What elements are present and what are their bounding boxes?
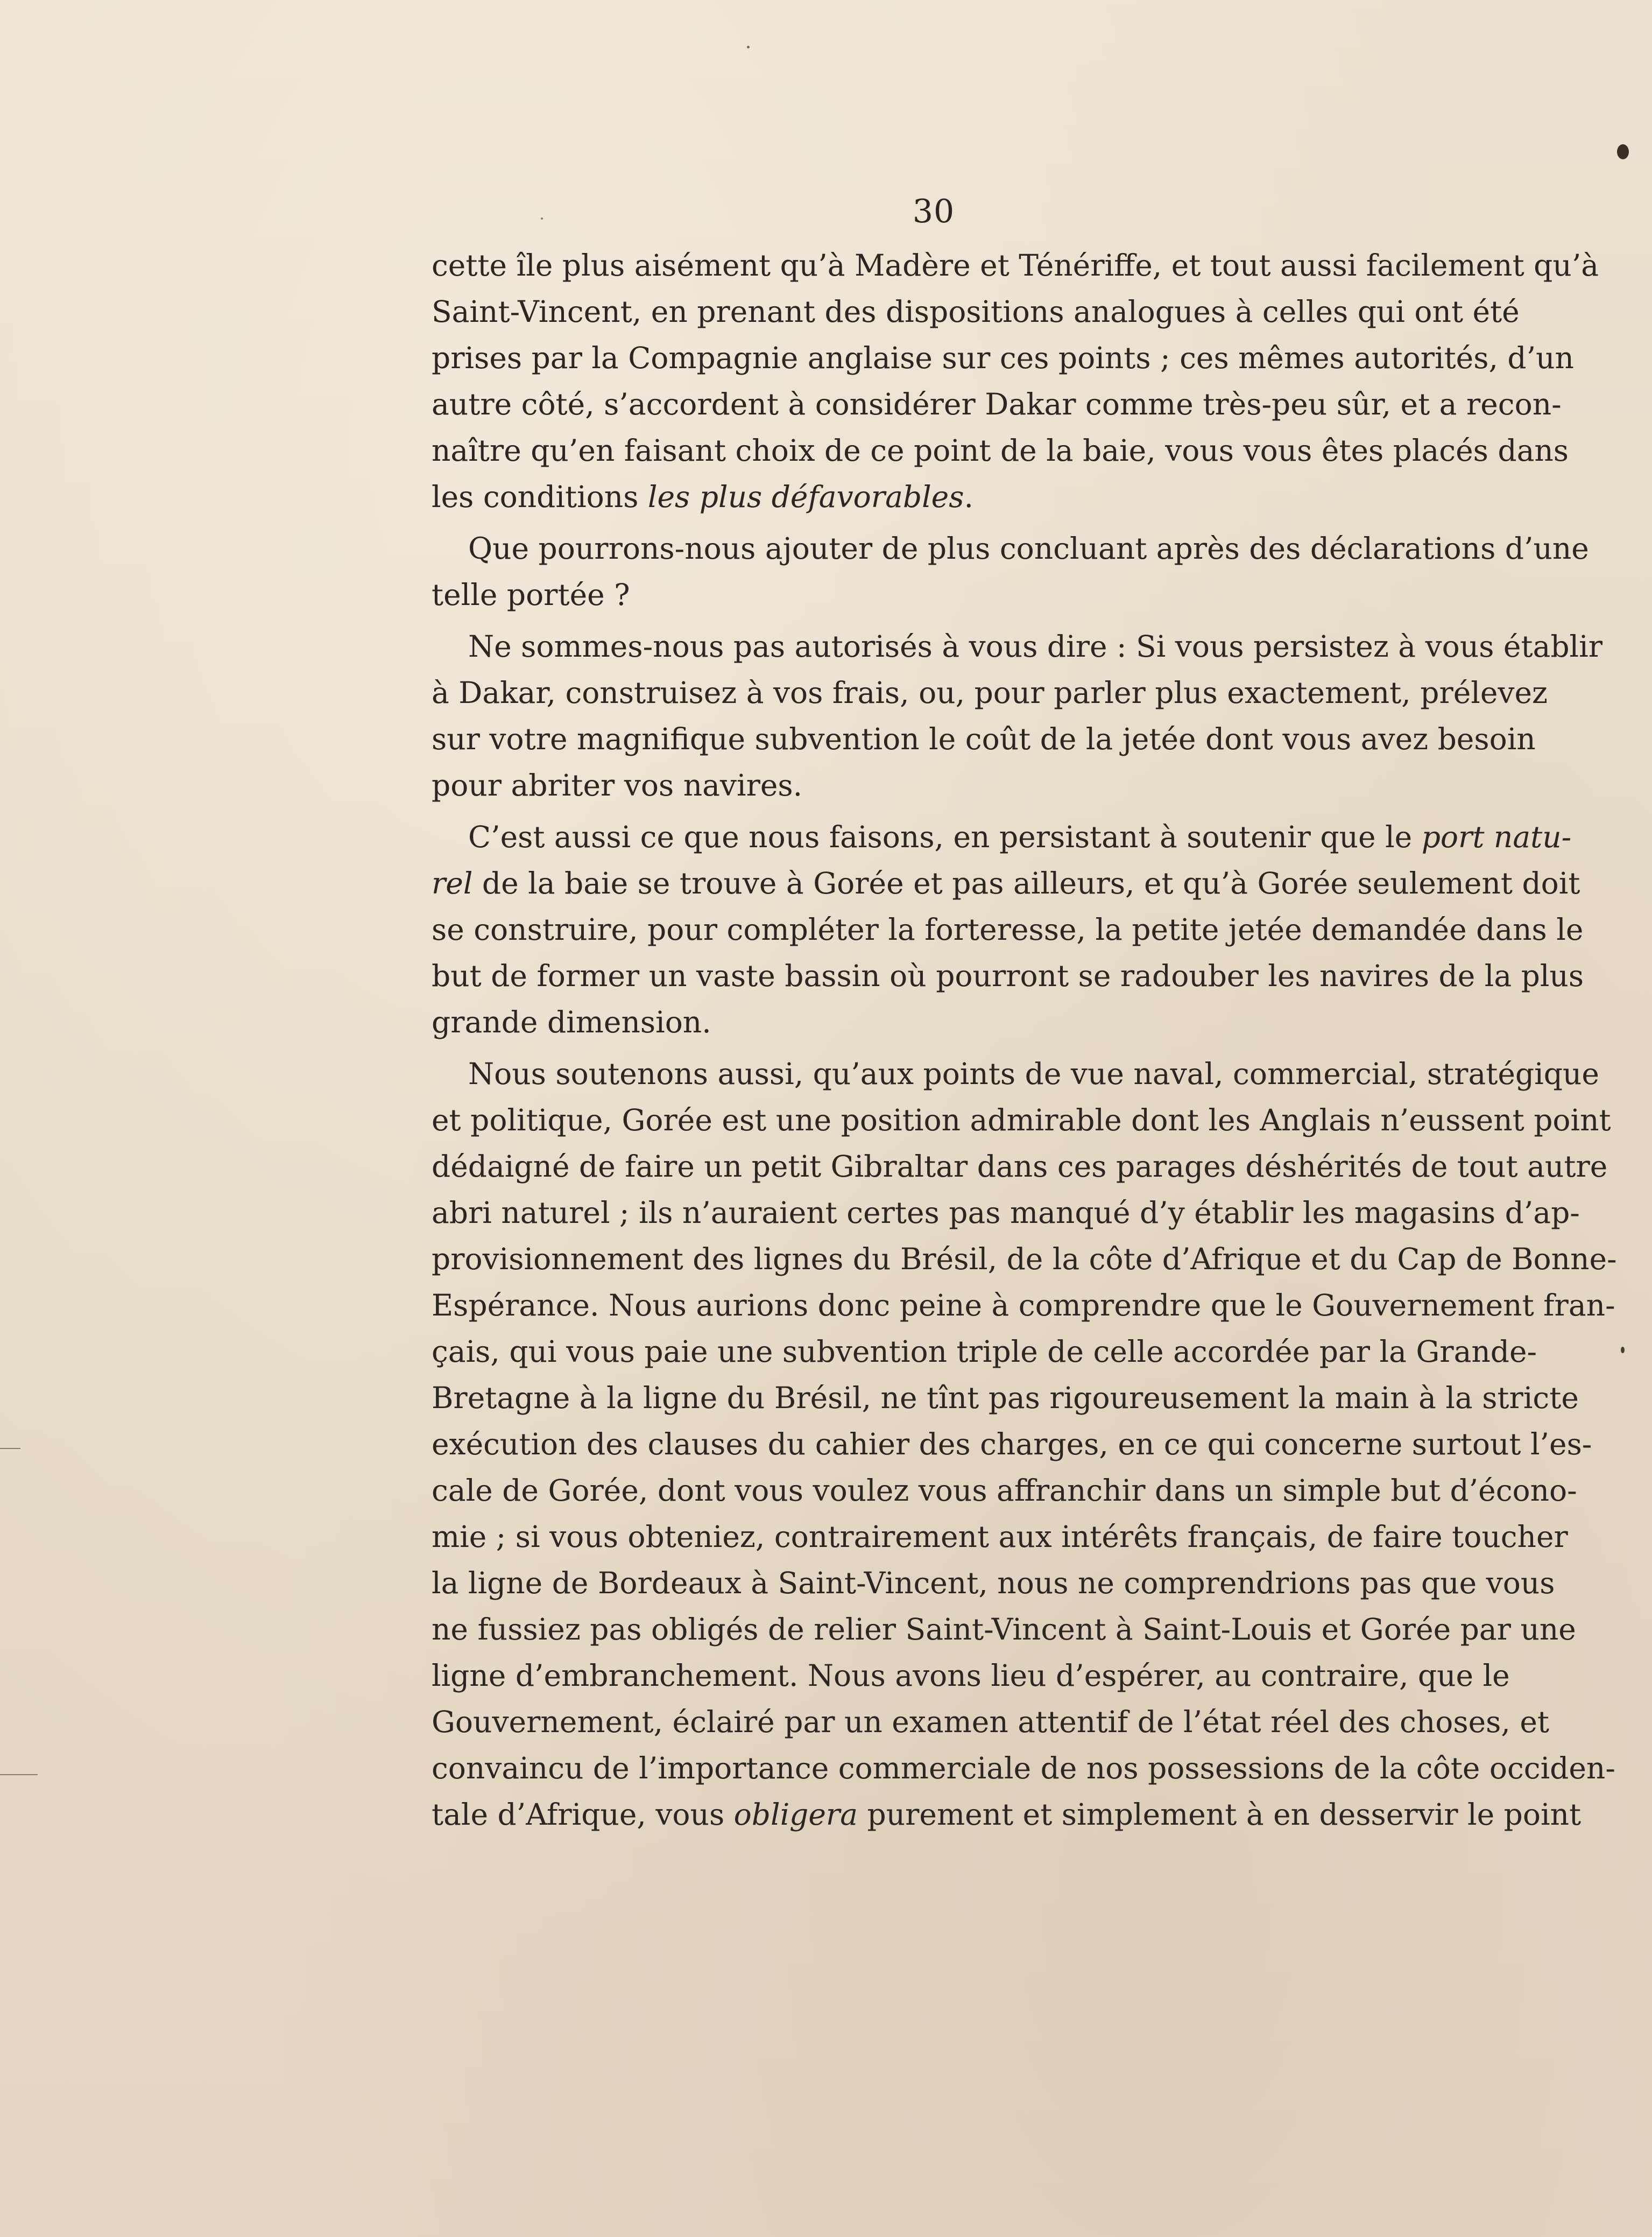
text-run: telle portée ? <box>432 578 630 612</box>
text-line <box>432 953 1584 999</box>
text-line <box>432 1606 1576 1652</box>
text-line <box>432 1791 1582 1838</box>
text-run: Que pourrons-nous ajouter de plus concluant après des déclarations d’une <box>468 531 1589 566</box>
text-line <box>432 1328 1537 1375</box>
body-text <box>432 242 1617 1838</box>
text-run: prises par la Compagnie anglaise sur ces points ; ces mêmes autorités, d’un <box>432 341 1574 375</box>
text-line <box>432 1143 1608 1190</box>
text-run: Espérance. Nous aurions donc peine à comprendre que le Gouvernement fran- <box>432 1288 1615 1322</box>
paragraph <box>432 1051 1617 1838</box>
text-line <box>432 1699 1549 1745</box>
text-run: de la baie se trouve à Gorée et pas ailleurs, et qu’à Gorée seulement doit <box>472 866 1580 901</box>
text-line <box>432 999 1437 1045</box>
text-run: dédaigné de faire un petit Gibraltar dans ces parages déshérités de tout autre <box>432 1149 1608 1184</box>
text-run: et politique, Gorée est une position admirable dont les Anglais n’eussent point <box>432 1103 1611 1137</box>
text-line <box>432 670 1548 716</box>
text-run: Nous soutenons aussi, qu’aux points de vue naval, commercial, stratégique <box>468 1057 1599 1091</box>
text-line <box>432 1190 1580 1236</box>
text-run: naître qu’en faisant choix de ce point de la baie, vous vous êtes placés dans <box>432 433 1569 468</box>
page-number: 30 <box>912 193 955 230</box>
paragraph-gap <box>432 1045 1437 1051</box>
text-line <box>432 242 1599 289</box>
text-run: but de former un vaste bassin où pourront se radouber les navires de la plus <box>432 959 1584 993</box>
italic-text: obligera <box>733 1797 858 1832</box>
paragraph <box>432 623 1603 808</box>
text-line <box>432 381 1562 427</box>
italic-text: les plus défavorables <box>647 480 964 514</box>
text-line <box>432 1745 1615 1791</box>
paragraph <box>432 242 1599 520</box>
text-run: autre côté, s’accordent à considérer Dakar comme très-peu sûr, et a recon- <box>432 387 1562 421</box>
text-line <box>432 814 1572 860</box>
paragraph <box>432 525 1589 618</box>
text-line <box>432 1051 1599 1097</box>
text-run: . <box>964 480 973 514</box>
text-line <box>432 474 1437 520</box>
text-line <box>432 572 1437 618</box>
text-line <box>432 1514 1568 1560</box>
text-run: provisionnement des lignes du Brésil, de la côte d’Afrique et du Cap de Bonne- <box>432 1242 1617 1276</box>
text-run: exécution des clauses du cahier des charges, en ce qui concerne surtout l’es- <box>432 1427 1592 1461</box>
text-run: cette île plus aisément qu’à Madère et Ténériffe, et tout aussi facilement qu’à <box>432 248 1599 283</box>
text-run: Gouvernement, éclairé par un examen attentif de l’état réel des choses, et <box>432 1705 1549 1739</box>
text-line <box>432 716 1536 762</box>
text-run: les conditions <box>432 480 648 514</box>
text-run: Ne sommes-nous pas autorisés à vous dire : Si vous persistez à vous établir <box>468 629 1603 664</box>
text-line <box>432 1375 1579 1421</box>
text-run: abri naturel ; ils n’auraient certes pas manqué d’y établir les magasins d’ap- <box>432 1195 1580 1230</box>
text-run: ligne d’embranchement. Nous avons lieu d’espérer, au contraire, que le <box>432 1658 1510 1693</box>
text-line <box>432 1652 1510 1699</box>
text-run: cale de Gorée, dont vous voulez vous affranchir dans un simple but d’écono- <box>432 1473 1577 1508</box>
paragraph-gap <box>432 618 1437 623</box>
text-line <box>432 762 1437 808</box>
text-line <box>432 1421 1592 1467</box>
text-line <box>432 623 1603 670</box>
paragraph-gap <box>432 520 1437 525</box>
ink-speck <box>1617 144 1629 159</box>
paragraph-gap <box>432 808 1437 814</box>
paragraph <box>432 814 1584 1045</box>
ink-speck <box>1621 1347 1625 1353</box>
text-run: grande dimension. <box>432 1005 711 1039</box>
text-run: ne fussiez pas obligés de relier Saint-Vincent à Saint-Louis et Gorée par une <box>432 1612 1576 1647</box>
text-run: mie ; si vous obteniez, contrairement aux intérêts français, de faire toucher <box>432 1520 1568 1554</box>
text-run: Saint-Vincent, en prenant des dispositions analogues à celles qui ont été <box>432 294 1520 329</box>
margin-mark <box>0 1774 38 1775</box>
text-run: Bretagne à la ligne du Brésil, ne tînt pas rigoureusement la main à la stricte <box>432 1381 1579 1415</box>
text-line <box>432 906 1584 953</box>
text-run: tale d’Afrique, vous <box>432 1797 734 1832</box>
ink-speck <box>747 46 750 48</box>
text-line <box>432 1560 1555 1606</box>
text-run: à Dakar, construisez à vos frais, ou, pour parler plus exactement, prélevez <box>432 676 1548 710</box>
text-line <box>432 860 1580 906</box>
text-line <box>432 335 1574 381</box>
text-run: çais, qui vous paie une subvention triple de celle accordée par la Grande- <box>432 1334 1537 1369</box>
text-run: sur votre magnifique subvention le coût de la jetée dont vous avez besoin <box>432 722 1536 756</box>
text-run: pour abriter vos navires. <box>432 768 803 803</box>
text-run: C’est aussi ce que nous faisons, en persistant à soutenir que le <box>468 820 1422 854</box>
text-line <box>432 525 1589 572</box>
margin-mark <box>0 1448 20 1449</box>
text-run: la ligne de Bordeaux à Saint-Vincent, nous ne comprendrions pas que vous <box>432 1566 1555 1600</box>
text-run: purement et simplement à en desservir le point <box>858 1797 1582 1832</box>
text-line <box>432 1282 1615 1328</box>
text-run: se construire, pour compléter la forteresse, la petite jetée demandée dans le <box>432 912 1584 947</box>
text-line <box>432 289 1520 335</box>
text-line <box>432 1097 1611 1143</box>
text-line <box>432 1236 1617 1282</box>
text-line <box>432 1467 1577 1514</box>
text-line <box>432 427 1569 474</box>
italic-text: rel <box>432 866 473 901</box>
italic-text: port natu- <box>1421 820 1572 854</box>
text-run: convaincu de l’importance commerciale de nos possessions de la côte occiden- <box>432 1751 1615 1785</box>
